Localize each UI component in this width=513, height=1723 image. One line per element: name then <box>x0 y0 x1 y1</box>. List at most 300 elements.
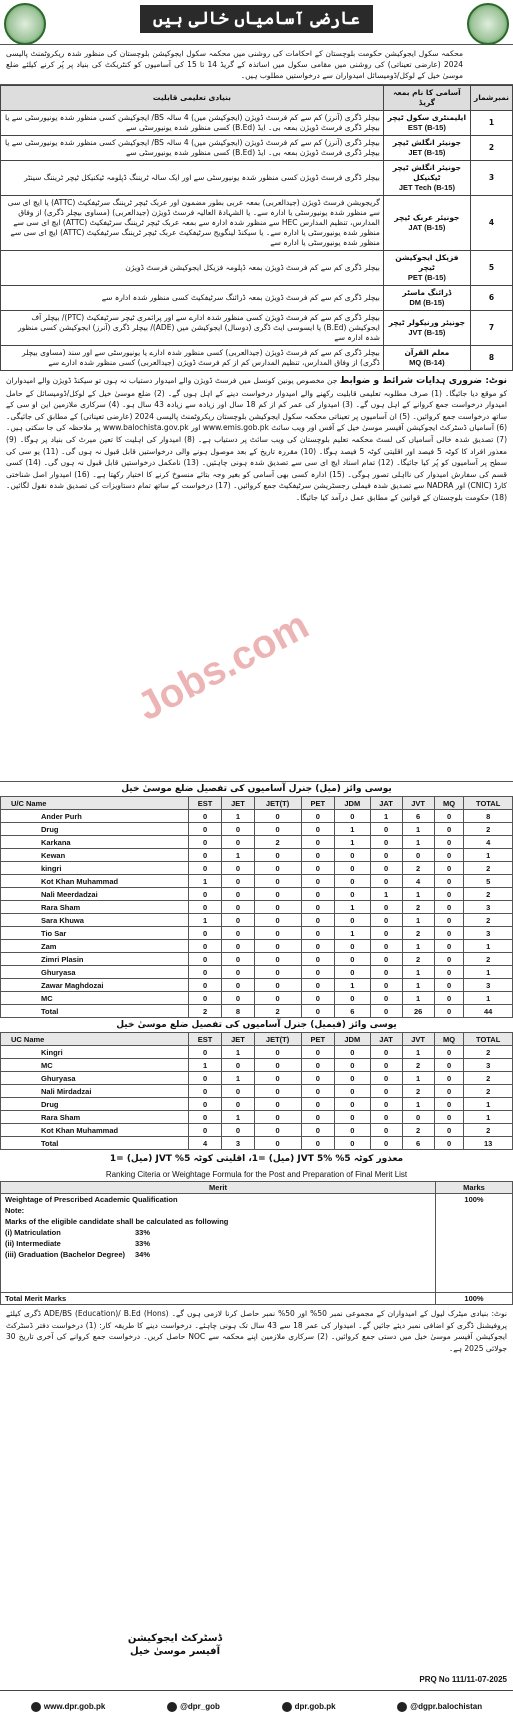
count-cell: 0 <box>434 1137 464 1150</box>
count-cell: 0 <box>434 992 464 1005</box>
count-cell: 0 <box>222 875 254 888</box>
column-header: TOTAL <box>464 797 513 810</box>
uc-name-cell: Total <box>1 1137 189 1150</box>
weightage-label: Weightage of Prescribed Academic Qualification <box>5 1195 178 1204</box>
count-cell: 0 <box>254 979 301 992</box>
count-cell: 0 <box>254 953 301 966</box>
uc-name-cell: Ghuryasa <box>1 1072 189 1085</box>
table-row <box>1 849 513 862</box>
count-cell: 0 <box>254 849 301 862</box>
column-header: EST <box>188 1033 221 1046</box>
count-cell: 6 <box>402 810 434 823</box>
count-cell: 0 <box>254 940 301 953</box>
count-cell: 0 <box>254 888 301 901</box>
count-cell: 0 <box>335 1098 370 1111</box>
count-cell: 0 <box>301 901 334 914</box>
count-cell: 5 <box>464 875 513 888</box>
count-cell: 0 <box>434 888 464 901</box>
footer-instagram[interactable]: @dgpr.balochistan <box>397 1702 482 1712</box>
notes-body: جن مخصوص یونین کونسل میں فرسٹ ڈویژن والے امیدوار دستیاب نہ ہوں تو سیکنڈ ڈویژن والے امیدواران کو موقع دیا جائیگا۔ (1) صرف مطلوبہ تعلیمی قابلیت رکھنے والے امیدوار درخواست دینے کے اہل ہوں گے۔ (2) ضلع موسیٰ خیل کے لوکل/ڈومیسائل کے حامل امیدوار درخواست جمع کروانے کے اہل ہوں گے۔ (3) امیدوار کی عمر کم از کم 18 سال اور زیادہ سے زیادہ 43 سال ہو۔ (4) سرکاری ملازمین این او سی کے ساتھ درخواست جمع کروائیں۔ (5) ان آسامیوں پر تعیناتی محکمہ سکول ایجوکیشن بلوچستان ریکروٹمنٹ پالیسی 2024 (عارضی تعیناتی) کے مطابق کی جائیگی۔ (6) آسامیاں ڈسٹرکٹ ایجوکیشن آفیسر موسیٰ خیل کے آفس اور ویب سائٹ www.emis.gob.pk اور www.balochista.gov.pk پر ملاحظہ کی جا سکتی ہیں۔ (7) تصدیق شدہ خالی آسامیاں کی لسٹ محکمہ تعلیم بلوچستان کی ویب سائٹ پر دستیاب ہے۔ (8) امیدوار کی اہلیت کا تعین میرٹ کی بنیاد پر ہوگا۔ (9) معذور افراد کا کوٹہ 5 فیصد اور اقلیتی کوٹہ 5 فیصد ہوگا۔ (10) مقررہ تاریخ کے بعد موصول ہونے والی درخواستیں قابل قبول نہ ہوں گی۔ (11) یو سی کی سطح پر آسامیوں کو پُر کیا جائیگا۔ (12) تمام اسناد ایچ ای سی سے تصدیق شدہ ہونی چاہئیں۔ (13) نامکمل درخواستیں قابل قبول نہ ہوں گی۔ (14) کسی قسم کی سفارش امیدوار کی نااہلی تصور ہوگی۔ (15) ادارہ کسی بھی آسامی کو بغیر وجہ بتائے منسوخ کرنے کا اختیار رکھتا ہے۔ (16) امیدوار اصل شناختی کارڈ (CNIC) اور NADRA سے تصدیق شدہ فیملی رجسٹریشن سرٹیفکیٹ جمع کروائیں۔ (17) درخواست کے ساتھ تمام دستاویزات کی تصدیق شدہ نقول لگائیں۔ (18) حکومت بلوچستان کے قوانین کے مطابق عمل درآمد کیا جائیگا۔ <box>6 376 508 502</box>
post-name: ایلیمنٹری سکول ٹیچر EST (B-15) <box>383 111 470 136</box>
count-cell: 0 <box>301 992 334 1005</box>
table-row <box>1 862 513 875</box>
count-cell: 0 <box>222 823 254 836</box>
matric-value: 33% <box>135 1228 151 1237</box>
column-header: PET <box>301 797 334 810</box>
count-cell: 2 <box>402 901 434 914</box>
count-cell: 1 <box>402 888 434 901</box>
count-cell: 0 <box>188 823 221 836</box>
post-number: 4 <box>470 196 512 251</box>
count-cell: 0 <box>434 1085 464 1098</box>
instagram-icon <box>397 1702 407 1712</box>
count-cell: 0 <box>188 1098 221 1111</box>
table-row <box>1 966 513 979</box>
post-row <box>1 251 513 286</box>
post-number: 8 <box>470 346 512 371</box>
uc-name-cell: Karkana <box>1 836 189 849</box>
count-cell: 3 <box>464 979 513 992</box>
table-row <box>1 901 513 914</box>
count-cell: 0 <box>370 1098 402 1111</box>
column-header: JET(T) <box>254 1033 301 1046</box>
table-row <box>1 1098 513 1111</box>
count-cell: 4 <box>188 1137 221 1150</box>
posts-table <box>0 85 513 371</box>
count-cell: 0 <box>301 966 334 979</box>
weightage-marks: 100% <box>436 1194 513 1293</box>
count-cell: 1 <box>335 901 370 914</box>
count-cell: 0 <box>222 888 254 901</box>
count-cell: 0 <box>188 940 221 953</box>
count-cell: 2 <box>464 1072 513 1085</box>
count-cell: 0 <box>188 836 221 849</box>
count-cell: 2 <box>464 1124 513 1137</box>
count-cell: 1 <box>402 1098 434 1111</box>
post-qualification: گریجویشن فرسٹ ڈویژن (جیدالعربی) بمعہ عربی بطور مضمون اور عربک ٹیچر ٹریننگ سرٹیفکیٹ (ATTC) یا ایچ ای سی سے منظور شدہ یونیورسٹی یا ادارہ سے۔ یا الشہادۃ العالیہ فرسٹ ڈویژن (جیدالعربی) (مساوی بیچلر ڈگری) از وفاق المدارس، تنظیم المدارس HEC سے منظور شدہ ادارہ سے بمعہ عربک ٹیچر ٹریننگ سرٹیفکیٹ (ATTC) ایچ ای سی سے منظور شدہ یونیورسٹی یا ادارہ سے۔ یا سیکنڈ لینگویج سرٹیفکیٹ عربک ٹیچر ٹریننگ سرٹیفکیٹ (ATTC) ایچ ای سی سے منظور شدہ یونیورسٹی یا ادارہ سے <box>1 196 384 251</box>
count-cell: 0 <box>434 849 464 862</box>
count-cell: 1 <box>370 810 402 823</box>
header <box>0 0 513 45</box>
count-cell: 0 <box>254 1046 301 1059</box>
count-cell: 1 <box>222 849 254 862</box>
count-cell: 0 <box>335 1059 370 1072</box>
signature-line-2: آفیسر موسیٰ خیل <box>129 1646 221 1657</box>
count-cell: 0 <box>254 1111 301 1124</box>
female-table-title: یوسی وائز (فیمیل) جنرل آسامیوں کی تفصیل ضلع موسیٰ خیل <box>116 1020 397 1030</box>
post-number: 7 <box>470 311 512 346</box>
uc-name-cell: Kingri <box>1 1046 189 1059</box>
count-cell: 0 <box>222 1098 254 1111</box>
count-cell: 0 <box>301 1005 334 1018</box>
count-cell: 0 <box>254 810 301 823</box>
uc-name-cell: Ghuryasa <box>1 966 189 979</box>
count-cell: 0 <box>402 1111 434 1124</box>
count-cell: 0 <box>335 914 370 927</box>
count-cell: 0 <box>335 1124 370 1137</box>
count-cell: 1 <box>402 823 434 836</box>
count-cell: 0 <box>370 953 402 966</box>
post-code: DM (B-15) <box>409 298 445 307</box>
count-cell: 1 <box>222 1072 254 1085</box>
count-cell: 0 <box>301 862 334 875</box>
post-qualification: بیچلر ڈگری کم سے کم فرسٹ ڈویژن بمعہ ڈرائنگ سرٹیفکیٹ کسی منظور شدہ ادارہ سے <box>1 286 384 311</box>
count-cell: 0 <box>301 940 334 953</box>
column-header: JVT <box>402 1033 434 1046</box>
count-cell: 0 <box>301 953 334 966</box>
uc-name-cell: Drug <box>1 1098 189 1111</box>
footer-website[interactable]: www.dpr.gob.pk <box>31 1702 105 1712</box>
count-cell: 0 <box>222 927 254 940</box>
count-cell: 0 <box>434 940 464 953</box>
quota-line: معذور کوٹہ 5% JVT 5% (میل) =1، اقلیتی کوٹہ 5% JVT (میل) =1 <box>109 1154 404 1164</box>
inter-label: (ii) Intermediate <box>5 1239 61 1248</box>
uc-name-cell: Drug <box>1 823 189 836</box>
count-cell: 0 <box>434 1111 464 1124</box>
uc-name-cell: MC <box>1 992 189 1005</box>
merit-details <box>1 1194 436 1293</box>
count-cell: 0 <box>335 810 370 823</box>
count-cell: 0 <box>370 992 402 1005</box>
count-cell: 0 <box>335 849 370 862</box>
table-row <box>1 953 513 966</box>
uc-name-cell: kingri <box>1 862 189 875</box>
count-cell: 1 <box>464 849 513 862</box>
post-qualification: بیچلر ڈگری فرسٹ ڈویژن کسی منظور شدہ یونیورسٹی سے اور ایک سالہ ٹریننگ ڈپلومہ ٹیکنیکل ٹیچر ٹریننگ سینٹر <box>1 161 384 196</box>
table-row <box>1 1059 513 1072</box>
footer-x[interactable]: @dpr_gob <box>167 1702 220 1712</box>
count-cell: 0 <box>254 1137 301 1150</box>
total-merit-label: Total Merit Marks <box>1 1293 436 1305</box>
count-cell: 0 <box>254 927 301 940</box>
column-header: PET <box>301 1033 334 1046</box>
count-cell: 1 <box>402 979 434 992</box>
count-cell: 0 <box>222 901 254 914</box>
merit-table <box>0 1181 513 1305</box>
count-cell: 0 <box>370 875 402 888</box>
count-cell: 0 <box>301 849 334 862</box>
count-cell: 0 <box>301 979 334 992</box>
uc-name-cell: MC <box>1 1059 189 1072</box>
count-cell: 1 <box>370 888 402 901</box>
count-cell: 0 <box>188 953 221 966</box>
count-cell: 0 <box>222 1124 254 1137</box>
count-cell: 0 <box>402 849 434 862</box>
department-logo <box>467 3 509 45</box>
count-cell: 8 <box>222 1005 254 1018</box>
count-cell: 1 <box>188 914 221 927</box>
count-cell: 1 <box>188 875 221 888</box>
post-row <box>1 111 513 136</box>
count-cell: 0 <box>335 966 370 979</box>
count-cell: 2 <box>464 914 513 927</box>
total-merit-marks: 100% <box>436 1293 513 1305</box>
column-header: MQ <box>434 797 464 810</box>
notes-section <box>0 371 513 782</box>
count-cell: 0 <box>188 1072 221 1085</box>
table-row <box>1 914 513 927</box>
count-cell: 1 <box>402 836 434 849</box>
count-cell: 2 <box>464 1046 513 1059</box>
count-cell: 0 <box>434 914 464 927</box>
count-cell: 2 <box>402 953 434 966</box>
post-name: فزیکل ایجوکیشن ٹیچر PET (B-15) <box>383 251 470 286</box>
table-row <box>1 888 513 901</box>
count-cell: 0 <box>335 940 370 953</box>
header-serial: نمبرشمار <box>470 86 512 111</box>
page-title: عارضی آسامیاں خالی ہیں <box>140 5 373 33</box>
uc-name-cell: Rara Sham <box>1 901 189 914</box>
count-cell: 0 <box>188 927 221 940</box>
count-cell: 1 <box>464 992 513 1005</box>
count-cell: 1 <box>335 927 370 940</box>
count-cell: 13 <box>464 1137 513 1150</box>
count-cell: 0 <box>301 1111 334 1124</box>
count-cell: 1 <box>402 914 434 927</box>
table-row <box>1 979 513 992</box>
count-cell: 0 <box>335 1111 370 1124</box>
footer-facebook[interactable]: dpr.gob.pk <box>282 1702 336 1712</box>
count-cell: 0 <box>370 1085 402 1098</box>
uc-name-cell: Zawar Maghdozai <box>1 979 189 992</box>
count-cell: 0 <box>301 875 334 888</box>
count-cell: 0 <box>370 1072 402 1085</box>
count-cell: 2 <box>188 1005 221 1018</box>
uc-name-cell: Nali Meerdadzai <box>1 888 189 901</box>
count-cell: 0 <box>301 823 334 836</box>
count-cell: 0 <box>370 927 402 940</box>
count-cell: 0 <box>301 1046 334 1059</box>
count-cell: 0 <box>335 862 370 875</box>
table-row <box>1 1046 513 1059</box>
count-cell: 0 <box>301 1072 334 1085</box>
uc-name-cell: Tio Sar <box>1 927 189 940</box>
count-cell: 0 <box>434 953 464 966</box>
count-cell: 0 <box>370 966 402 979</box>
post-name: جونیئر ورنیکولر ٹیچر JVT (B-15) <box>383 311 470 346</box>
post-name: جونیئر انگلش ٹیچر ٹیکنیکل JET Tech (B-15) <box>383 161 470 196</box>
column-header: JAT <box>370 1033 402 1046</box>
post-qualification: بیچلر ڈگری کم سے کم فرسٹ ڈویژن کسی منظور شدہ ادارے سے اور پرائمری ٹیچر سرٹیفکیٹ (PTC)/ بیچلر آف ایجوکیشن (B.Ed) یا ایسوسی ایٹ ڈگری (دوسال) ایجوکیشن میں (ADE)/ بیچلر ڈگری (آنرز) ایجوکیشن کسی منظور شدہ ادارہ سے <box>1 311 384 346</box>
count-cell: 0 <box>188 810 221 823</box>
table-row <box>1 1124 513 1137</box>
post-qualification: بیچلر ڈگری کم سے کم فرسٹ ڈویژن (جیدالعربی) کسی منظور شدہ ادارے یا یونیورسٹی سے اور سند (مساوی بیچلر ڈگری) از وفاق المدارس، تنظیم المدارس کم از کم فرسٹ ڈویژن (جیدالعربی) کسی منظور شدہ ادارے سے <box>1 346 384 371</box>
count-cell: 0 <box>254 901 301 914</box>
count-cell: 0 <box>188 1111 221 1124</box>
count-cell: 1 <box>402 1072 434 1085</box>
post-row <box>1 346 513 371</box>
count-cell: 0 <box>335 1085 370 1098</box>
count-cell: 1 <box>222 810 254 823</box>
count-cell: 0 <box>301 888 334 901</box>
count-cell: 0 <box>222 862 254 875</box>
count-cell: 0 <box>370 1059 402 1072</box>
count-cell: 0 <box>301 1098 334 1111</box>
count-cell: 0 <box>301 1124 334 1137</box>
notes-heading: نوٹ: ضروری ہدایات شرائط و ضوابط <box>339 376 507 386</box>
count-cell: 1 <box>188 1059 221 1072</box>
count-cell: 44 <box>464 1005 513 1018</box>
facebook-icon <box>282 1702 292 1712</box>
post-code: MQ (B-14) <box>409 358 445 367</box>
count-cell: 0 <box>370 836 402 849</box>
uc-name-cell: Zimri Plasin <box>1 953 189 966</box>
count-cell: 0 <box>434 875 464 888</box>
uc-name-cell: Total <box>1 1005 189 1018</box>
count-cell: 0 <box>188 1124 221 1137</box>
post-row <box>1 161 513 196</box>
count-cell: 0 <box>434 823 464 836</box>
column-header: JDM <box>335 797 370 810</box>
uc-name-cell: Kot Khan Muhammad <box>1 875 189 888</box>
count-cell: 0 <box>222 940 254 953</box>
count-cell: 2 <box>254 1005 301 1018</box>
count-cell: 0 <box>254 914 301 927</box>
count-cell: 0 <box>370 823 402 836</box>
column-header: MQ <box>434 1033 464 1046</box>
count-cell: 0 <box>301 1137 334 1150</box>
count-cell: 0 <box>370 914 402 927</box>
post-row <box>1 136 513 161</box>
table-row <box>1 992 513 1005</box>
count-cell: 0 <box>254 1085 301 1098</box>
column-header: JAT <box>370 797 402 810</box>
count-cell: 2 <box>464 888 513 901</box>
column-header: EST <box>188 797 221 810</box>
calc-label: Marks of the eligible candidate shall be calculated as following <box>5 1217 229 1226</box>
count-cell: 0 <box>188 849 221 862</box>
count-cell: 1 <box>402 940 434 953</box>
count-cell: 4 <box>464 836 513 849</box>
uc-name-cell: Nali Mirdadzai <box>1 1085 189 1098</box>
post-qualification: بیچلر ڈگری (آنرز) کم سے کم فرسٹ ڈویژن (ایجوکیشن میں) 4 سالہ BS/ ایجوکیشن کسی منظور شدہ یونیورسٹی سے یا بیچلر ڈگری فرسٹ ڈویژن بمعہ بی۔ ایڈ (B.Ed) کسی منظور شدہ یونیورسٹی سے <box>1 111 384 136</box>
count-cell: 0 <box>370 979 402 992</box>
count-cell: 0 <box>254 862 301 875</box>
table-row <box>1 875 513 888</box>
count-cell: 1 <box>222 1111 254 1124</box>
post-code: JET (B-15) <box>408 148 446 157</box>
count-cell: 0 <box>301 1085 334 1098</box>
count-cell: 0 <box>434 862 464 875</box>
count-cell: 0 <box>301 836 334 849</box>
globe-icon <box>31 1702 41 1712</box>
count-cell: 0 <box>434 1072 464 1085</box>
post-row <box>1 286 513 311</box>
count-cell: 0 <box>335 875 370 888</box>
count-cell: 0 <box>222 836 254 849</box>
column-header: TOTAL <box>464 1033 513 1046</box>
x-icon <box>167 1702 177 1712</box>
count-cell: 3 <box>464 1059 513 1072</box>
uc-name-cell: Kewan <box>1 849 189 862</box>
count-cell: 0 <box>254 875 301 888</box>
male-vacancy-table <box>0 796 513 1018</box>
note-label: Note: <box>5 1206 25 1215</box>
signature-block <box>100 1632 250 1658</box>
count-cell: 2 <box>464 823 513 836</box>
total-row <box>1 1005 513 1018</box>
count-cell: 0 <box>434 1124 464 1137</box>
marks-header: Marks <box>436 1182 513 1194</box>
column-header: JET <box>222 1033 254 1046</box>
post-number: 3 <box>470 161 512 196</box>
count-cell: 1 <box>222 1046 254 1059</box>
count-cell: 0 <box>301 914 334 927</box>
count-cell: 26 <box>402 1005 434 1018</box>
count-cell: 0 <box>370 1124 402 1137</box>
column-header: JET <box>222 797 254 810</box>
count-cell: 0 <box>434 810 464 823</box>
header-qualification: بنیادی تعلیمی قابلیت <box>1 86 384 111</box>
count-cell: 1 <box>464 940 513 953</box>
watermark: Jobs.com <box>130 602 316 730</box>
post-code: JAT (B-15) <box>408 223 446 232</box>
inter-value: 33% <box>135 1239 151 1248</box>
count-cell: 0 <box>188 979 221 992</box>
ranking-title: Ranking Citeria or Weightage Formula for the Post and Preparation of Final Merit List <box>105 1170 408 1179</box>
column-header: JET(T) <box>254 797 301 810</box>
post-code: JVT (B-15) <box>408 328 446 337</box>
count-cell: 1 <box>402 1046 434 1059</box>
header-post-name: آسامی کا نام بمعہ گریڈ <box>383 86 470 111</box>
post-code: JET Tech (B-15) <box>398 183 455 192</box>
count-cell: 0 <box>222 953 254 966</box>
count-cell: 0 <box>434 901 464 914</box>
column-header: JDM <box>335 1033 370 1046</box>
count-cell: 0 <box>254 1124 301 1137</box>
count-cell: 0 <box>434 979 464 992</box>
count-cell: 1 <box>402 992 434 1005</box>
count-cell: 0 <box>222 966 254 979</box>
count-cell: 4 <box>402 875 434 888</box>
count-cell: 0 <box>370 1046 402 1059</box>
count-cell: 0 <box>254 1072 301 1085</box>
table-row <box>1 927 513 940</box>
count-cell: 6 <box>402 1137 434 1150</box>
graduation-label: (iii) Graduation (Bachelor Degree) <box>5 1250 126 1259</box>
post-code: EST (B-15) <box>407 123 446 132</box>
count-cell: 0 <box>222 992 254 1005</box>
count-cell: 0 <box>222 1085 254 1098</box>
table-row <box>1 940 513 953</box>
count-cell: 0 <box>188 992 221 1005</box>
uc-name-cell: Sara Khuwa <box>1 914 189 927</box>
uc-name-cell: Rara Sham <box>1 1111 189 1124</box>
female-vacancy-table <box>0 1032 513 1150</box>
count-cell: 8 <box>464 810 513 823</box>
footer <box>0 1690 513 1723</box>
table-row <box>1 823 513 836</box>
table-row <box>1 1111 513 1124</box>
count-cell: 2 <box>464 1085 513 1098</box>
table-row <box>1 1085 513 1098</box>
government-seal-logo <box>4 3 46 45</box>
count-cell: 0 <box>335 953 370 966</box>
count-cell: 0 <box>254 1059 301 1072</box>
count-cell: 0 <box>222 1059 254 1072</box>
merit-header: Merit <box>1 1182 436 1194</box>
signature-line-1: ڈسٹرکٹ ایجوکیشن <box>127 1633 223 1644</box>
count-cell: 3 <box>464 901 513 914</box>
count-cell: 2 <box>254 836 301 849</box>
count-cell: 0 <box>370 849 402 862</box>
count-cell: 6 <box>335 1005 370 1018</box>
count-cell: 0 <box>370 940 402 953</box>
post-name: جونیئر عربک ٹیچر JAT (B-15) <box>383 196 470 251</box>
column-header: U/C Name <box>1 797 189 810</box>
count-cell: 0 <box>335 1072 370 1085</box>
count-cell: 3 <box>464 927 513 940</box>
